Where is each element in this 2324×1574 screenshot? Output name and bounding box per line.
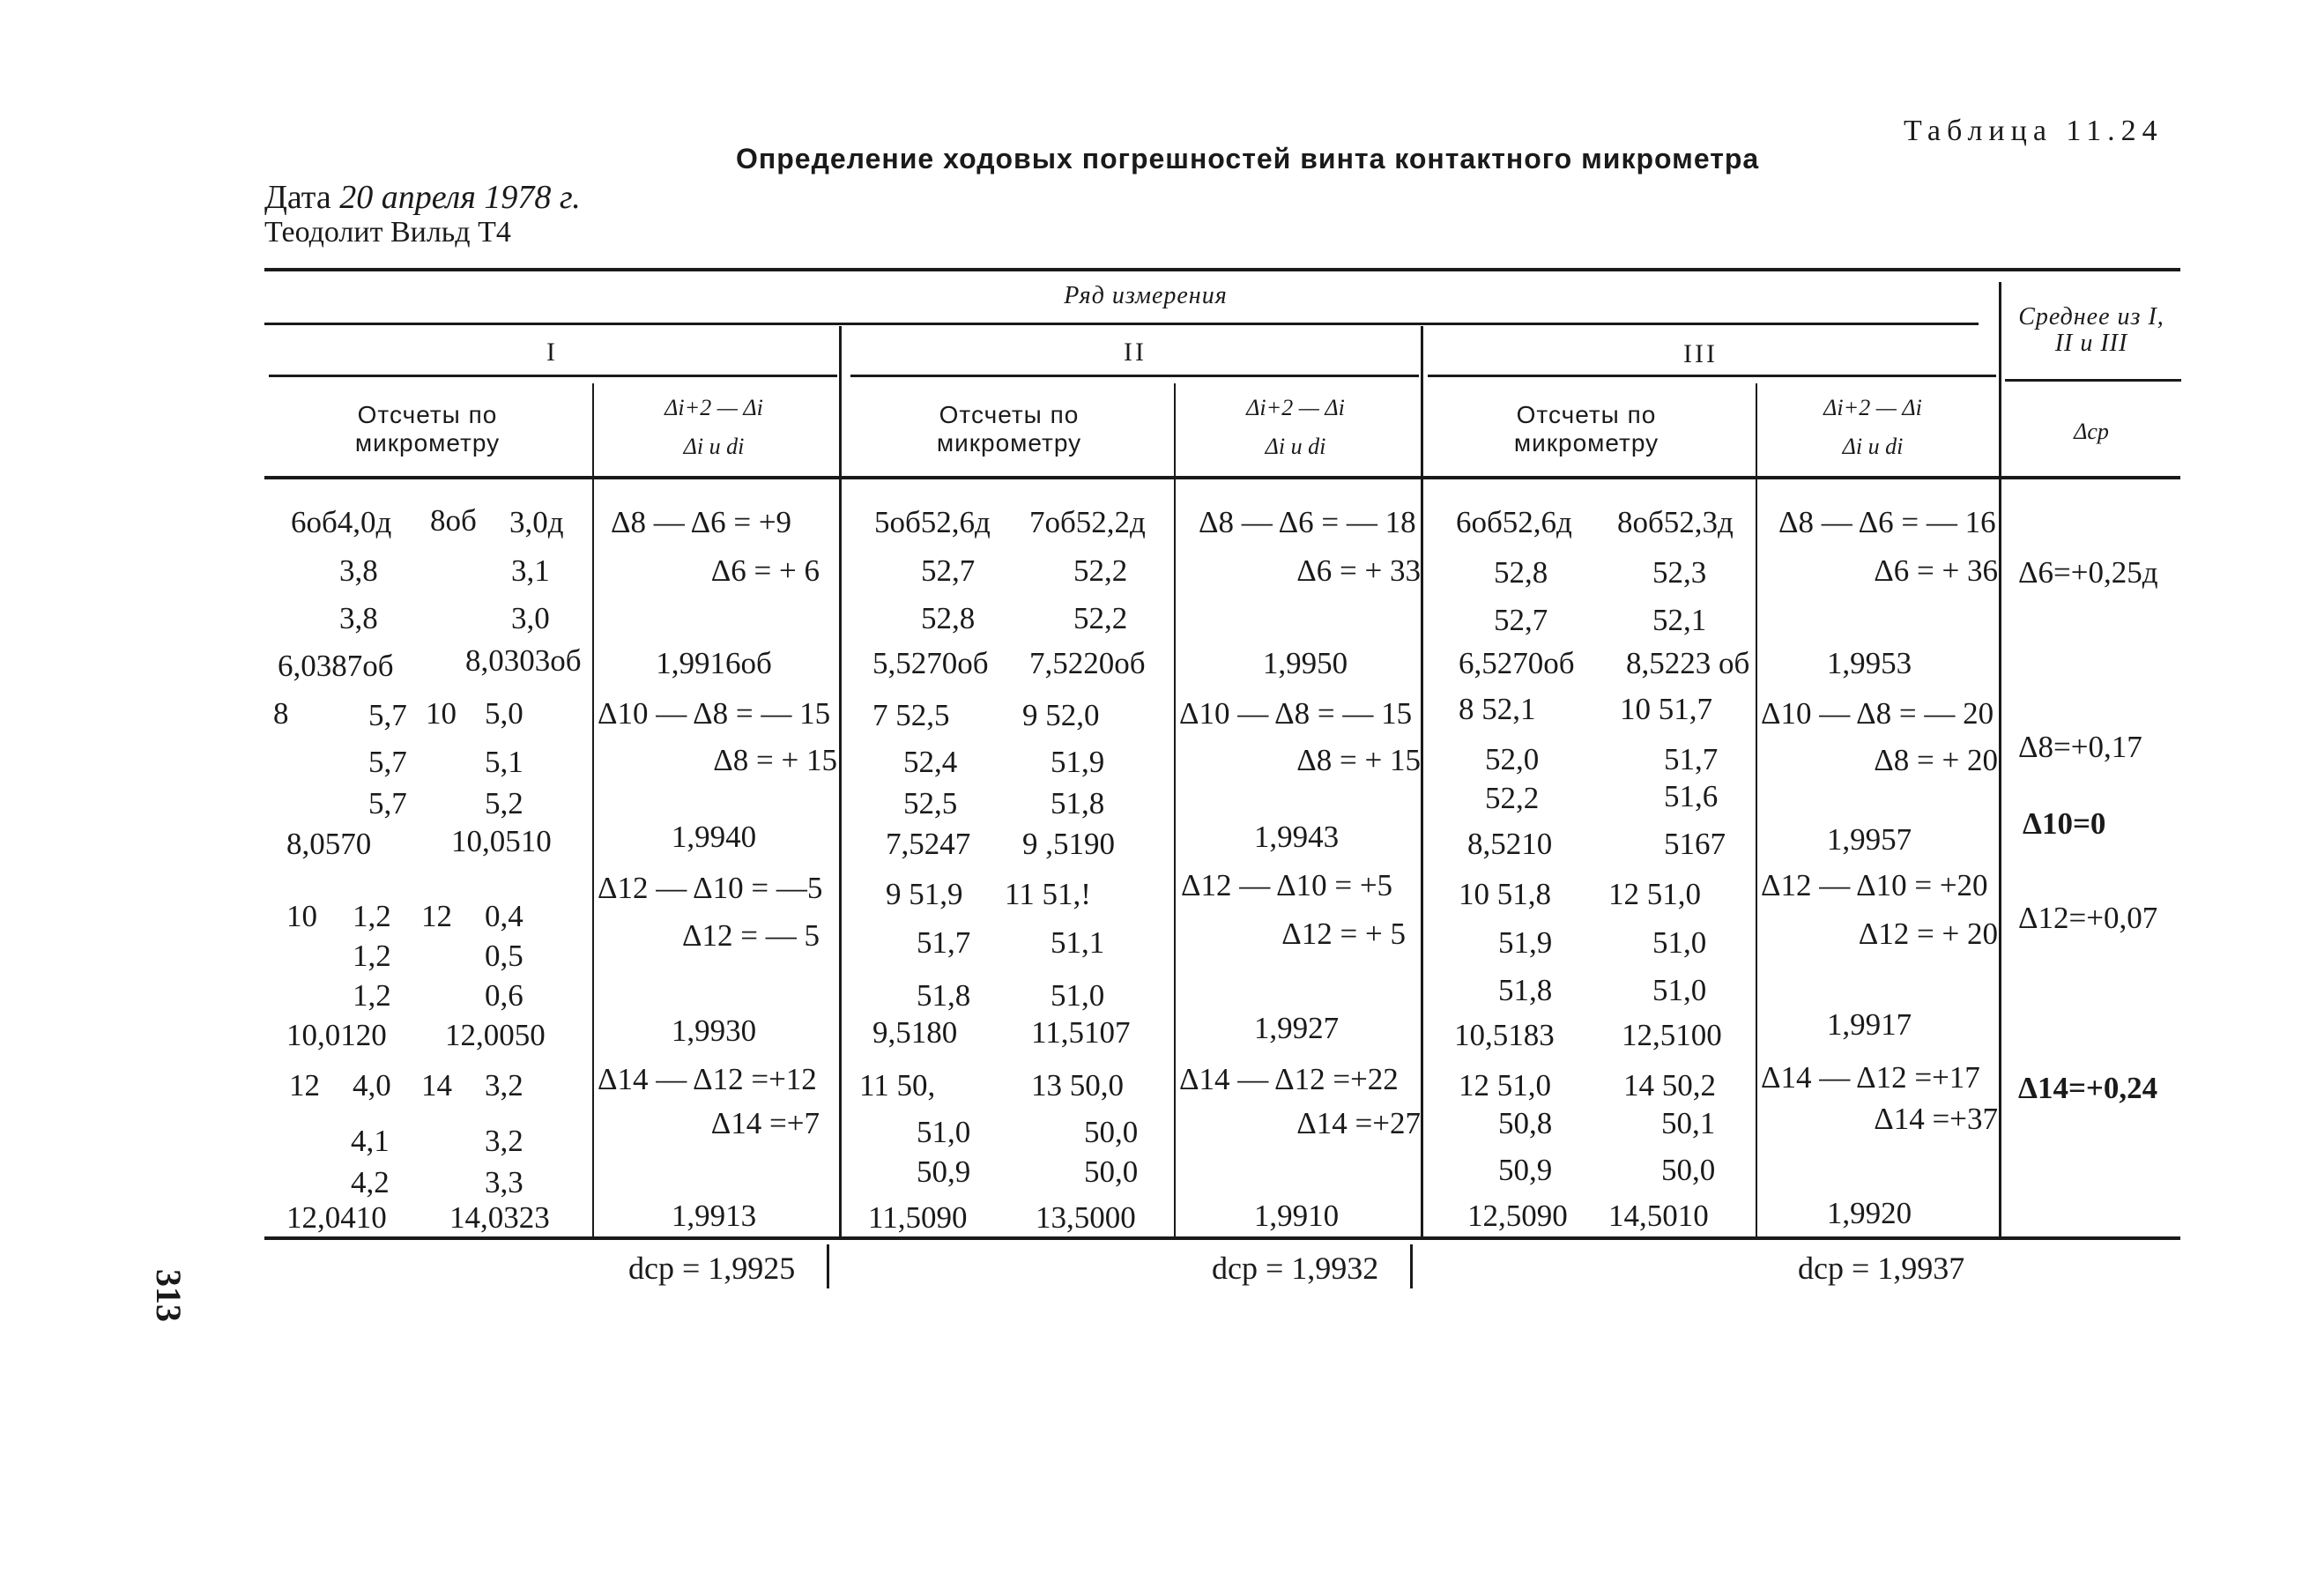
b2-I-r1-b: 5,7 [368,698,407,732]
b3-I-r1-a: 10 [286,899,317,933]
b2-I-r2-d: 5,1 [485,745,523,779]
header-readings-III: Отсчеты по микрометру [1513,401,1659,457]
b3-I-delta4: 1,9930 [671,1013,757,1048]
b3-II-r2-b: 51,1 [1051,925,1105,960]
b1-I-delta2: Δ6 = + 6 [710,553,820,588]
date-prefix: Дата [264,179,331,216]
table-title: Определение ходовых погрешностей винта контактного микрометра [736,143,1760,174]
b1-I-r1-b: 8об [430,503,477,538]
header-readings-I: Отсчеты по микрометру [354,401,501,457]
rule-header-bottom [264,476,2180,479]
b4-I-r1-c: 14 [421,1068,452,1103]
b3-III-delta1: Δ12 — Δ10 = +20 [1761,868,1988,902]
b3-I-r3-b: 1,2 [353,978,391,1013]
b3-I-delta1: Δ12 — Δ10 = —5 [598,871,823,905]
b1-I-r4-a: 6,0387об [278,649,394,683]
b4-II-r3-b: 50,0 [1084,1155,1139,1189]
b1-III-delta2: Δ6 = + 36 [1874,553,1998,588]
b2-mean2: Δ10=0 [2023,806,2106,841]
b4-III-delta2: Δ14 =+37 [1874,1102,1998,1136]
b4-III-r3-b: 50,0 [1661,1153,1716,1187]
b3-III-r1-a: 10 51,8 [1459,877,1551,911]
b2-II-r1-b: 9 52,0 [1022,698,1100,732]
b3-III-r4-b: 12,5100 [1622,1018,1722,1052]
b2-III-r4-a: 8,5210 [1467,827,1553,861]
b4-mean: Δ14=+0,24 [2018,1071,2158,1105]
rule-top [264,268,2180,271]
b3-II-r1-a: 9 51,9 [886,877,963,911]
b3-III-r1-b: 12 51,0 [1608,877,1701,911]
b3-II-r1-b: 11 51,! [1005,877,1091,911]
b4-II-r1-a: 11 50, [859,1068,936,1103]
b1-III-r2-b: 52,3 [1652,555,1707,590]
b3-mean: Δ12=+0,07 [2018,901,2158,935]
b3-II-delta4: 1,9927 [1253,1011,1340,1045]
b2-III-r2-a: 52,0 [1485,742,1540,776]
header-roman-I: I [546,338,558,367]
b1-II-r3-b: 52,2 [1073,601,1128,635]
b3-I-r1-b: 1,2 [353,899,391,933]
b2-III-delta2: Δ8 = + 20 [1874,743,1998,777]
b2-II-r3-b: 51,8 [1051,786,1105,820]
b2-III-r2-b: 51,7 [1664,742,1719,776]
b4-III-r1-b: 14 50,2 [1623,1068,1716,1103]
b1-II-r2-b: 52,2 [1073,553,1128,588]
b2-I-r4-c: 10,0510 [451,824,552,858]
header-series: Ряд измерения [1064,282,1228,309]
b2-II-r2-b: 51,9 [1051,745,1105,779]
vrule-I-delta [592,383,594,1236]
b2-I-r3-b: 5,7 [368,786,407,820]
b1-III-r1-b: 8об52,3д [1617,505,1734,539]
b1-II-r4-a: 5,5270об [872,646,989,680]
b2-III-r3-b: 51,6 [1664,779,1719,813]
rule-roman-II [850,375,1419,377]
b2-I-delta4: 1,9940 [671,820,757,854]
b2-I-r1-a: 8 [273,696,289,731]
header-delta-cp: Δср [2074,419,2109,444]
b4-III-r2-a: 50,8 [1498,1106,1553,1140]
b2-II-r1-a: 7 52,5 [872,698,950,732]
footer-dcp-II: dср = 1,9932 [1212,1251,1379,1286]
b3-II-r3-b: 51,0 [1051,978,1105,1013]
b3-I-r2-d: 0,5 [485,939,523,973]
b4-I-r1-b: 4,0 [353,1068,391,1103]
header-roman-III: III [1683,339,1718,368]
header-roman-II: II [1124,338,1147,367]
b1-II-r4-b: 7,5220об [1029,646,1146,680]
table-number: Таблица 11.24 [1904,115,2164,147]
b3-II-r2-a: 51,7 [917,925,971,960]
header-delta-formula-I: Δi+2 — Δi [665,395,763,420]
b1-I-r3-a: 3,8 [339,601,378,635]
b3-I-r1-d: 0,4 [485,899,523,933]
date-line [264,178,581,217]
b1-III-delta1: Δ8 — Δ6 = — 16 [1778,505,1996,539]
b4-II-r4-a: 11,5090 [868,1200,968,1235]
b1-II-r2-a: 52,7 [921,553,976,588]
rule-bottom [264,1236,2180,1240]
b1-III-r3-a: 52,7 [1494,603,1548,637]
b4-I-r2-b: 4,1 [351,1124,390,1158]
b3-III-r4-a: 10,5183 [1454,1018,1555,1052]
date-value: 20 апреля 1978 г. [339,179,581,216]
b4-II-r2-b: 50,0 [1084,1115,1139,1149]
b3-I-r4-a: 10,0120 [286,1018,387,1052]
b2-III-r3-a: 52,2 [1485,781,1540,815]
b2-II-delta2: Δ8 = + 15 [1296,743,1421,777]
b3-I-delta2: Δ12 = — 5 [682,918,820,953]
b2-mean: Δ8=+0,17 [2018,730,2142,764]
b4-I-delta4: 1,9913 [671,1199,757,1233]
b3-III-delta2: Δ12 = + 20 [1858,917,1998,951]
b1-I-r4-c: 8,0303об [465,643,582,678]
b2-II-r2-a: 52,4 [903,745,958,779]
b4-I-delta2: Δ14 =+7 [710,1106,820,1140]
b4-I-r4-a: 12,0410 [286,1200,387,1235]
b4-III-r2-b: 50,1 [1661,1106,1716,1140]
b1-II-r3-a: 52,8 [921,601,976,635]
page-number: 313 [149,1269,189,1322]
b4-III-r4-b: 14,5010 [1608,1199,1709,1233]
b3-III-r2-a: 51,9 [1498,925,1553,960]
b4-I-r4-c: 14,0323 [449,1200,550,1235]
b1-mean: Δ6=+0,25д [2018,555,2158,590]
b1-III-r2-a: 52,8 [1494,555,1548,590]
b1-I-r2-c: 3,1 [511,553,550,588]
rule-roman-III [1428,375,1996,377]
b2-III-r1-a: 8 52,1 [1459,692,1536,726]
vrule-footer-I [827,1244,829,1288]
b3-II-r4-a: 9,5180 [872,1015,958,1050]
theodolite-line: Теодолит Вильд Т4 [264,216,511,249]
b4-I-r1-d: 3,2 [485,1068,523,1103]
b4-II-delta1: Δ14 — Δ12 =+22 [1179,1062,1399,1096]
b1-II-delta2: Δ6 = + 33 [1296,553,1421,588]
b1-I-delta4: 1,9916об [656,646,772,680]
b4-III-r3-a: 50,9 [1498,1153,1553,1187]
b3-I-r1-c: 12 [421,899,452,933]
b4-II-r1-b: 13 50,0 [1031,1068,1124,1103]
header-delta-sub-I: Δi и di [683,434,745,459]
b3-III-delta4: 1,9917 [1826,1007,1912,1042]
b3-I-r3-d: 0,6 [485,978,523,1013]
b3-III-r3-b: 51,0 [1652,973,1707,1007]
b4-II-r4-b: 13,5000 [1036,1200,1136,1235]
b1-I-r2-a: 3,8 [339,553,378,588]
header-delta-sub-II: Δi и di [1265,434,1326,459]
b1-II-delta1: Δ8 — Δ6 = — 18 [1199,505,1416,539]
b2-II-delta4: 1,9943 [1253,820,1340,854]
b2-I-r1-d: 5,0 [485,696,523,731]
b1-I-r3-c: 3,0 [511,601,550,635]
b1-III-delta4: 1,9953 [1826,646,1912,680]
b4-I-r3-d: 3,3 [485,1165,523,1199]
footer-dcp-III: dср = 1,9937 [1798,1251,1965,1286]
b4-III-delta4: 1,9920 [1826,1196,1912,1230]
b2-I-r3-d: 5,2 [485,786,523,820]
b2-III-r4-b: 5167 [1664,827,1726,861]
footer-dcp-I: dср = 1,9925 [628,1251,796,1286]
b2-I-r1-c: 10 [426,696,457,731]
b4-II-delta4: 1,9910 [1253,1199,1340,1233]
header-readings-II: Отсчеты по микрометру [936,401,1082,457]
b3-II-delta2: Δ12 = + 5 [1281,917,1406,951]
vrule-II-III [1421,326,1423,1236]
b1-II-r1-a: 5об52,6д [874,505,991,539]
rule-roman-I [269,375,837,377]
b1-II-delta4: 1,9950 [1262,646,1348,680]
b2-I-r2-b: 5,7 [368,745,407,779]
b1-III-r4-b: 8,5223 об [1626,646,1750,680]
b4-I-delta1: Δ14 — Δ12 =+12 [598,1062,817,1096]
b2-II-r4-a: 7,5247 [886,827,971,861]
b3-II-delta1: Δ12 — Δ10 = +5 [1181,868,1393,902]
b4-III-delta1: Δ14 — Δ12 =+17 [1761,1060,1980,1095]
b1-I-r1-c: 3,0д [509,505,564,539]
b3-II-r3-a: 51,8 [917,978,971,1013]
b2-III-r1-b: 10 51,7 [1620,692,1712,726]
header-delta-sub-III: Δi и di [1842,434,1904,459]
b3-I-r2-b: 1,2 [353,939,391,973]
b2-I-delta2: Δ8 = + 15 [713,743,837,777]
b2-III-delta4: 1,9957 [1826,822,1912,857]
b4-II-delta2: Δ14 =+27 [1296,1106,1421,1140]
b4-I-r3-b: 4,2 [351,1165,390,1199]
header-delta-formula-II: Δi+2 — Δi [1246,395,1345,420]
b1-I-delta1: Δ8 — Δ6 = +9 [611,505,792,539]
b1-III-r4-a: 6,5270об [1459,646,1575,680]
vrule-mean-left [1999,282,2001,1236]
rule-mean [2005,379,2181,382]
b4-II-r3-a: 50,9 [917,1155,971,1189]
rule-series [264,323,1979,325]
b3-I-r4-c: 12,0050 [445,1018,546,1052]
b3-II-r4-b: 11,5107 [1031,1015,1131,1050]
b1-II-r1-b: 7об52,2д [1029,505,1146,539]
b2-II-r4-b: 9 ,5190 [1022,827,1115,861]
b4-I-r2-d: 3,2 [485,1124,523,1158]
b1-III-r1-a: 6об52,6д [1456,505,1572,539]
b2-I-r4-a: 8,0570 [286,827,372,861]
b2-III-delta1: Δ10 — Δ8 = — 20 [1761,696,1994,731]
b1-III-r3-b: 52,1 [1652,603,1707,637]
vrule-II-delta [1174,383,1176,1236]
b3-III-r3-a: 51,8 [1498,973,1553,1007]
b4-II-r2-a: 51,0 [917,1115,971,1149]
vrule-III-delta [1756,383,1757,1236]
b4-III-r4-a: 12,5090 [1467,1199,1568,1233]
b4-III-r1-a: 12 51,0 [1459,1068,1551,1103]
b2-II-r3-a: 52,5 [903,786,958,820]
b2-I-delta1: Δ10 — Δ8 = — 15 [598,696,831,731]
b3-III-r2-b: 51,0 [1652,925,1707,960]
b2-II-delta1: Δ10 — Δ8 = — 15 [1179,696,1413,731]
b4-I-r1-a: 12 [289,1068,320,1103]
vrule-I-II [839,326,842,1236]
b1-I-r1-a: 6об4,0д [291,505,392,539]
vrule-footer-II [1410,1244,1413,1288]
header-mean: Среднее из I, II и III [2018,303,2164,357]
header-delta-formula-III: Δi+2 — Δi [1823,395,1922,420]
